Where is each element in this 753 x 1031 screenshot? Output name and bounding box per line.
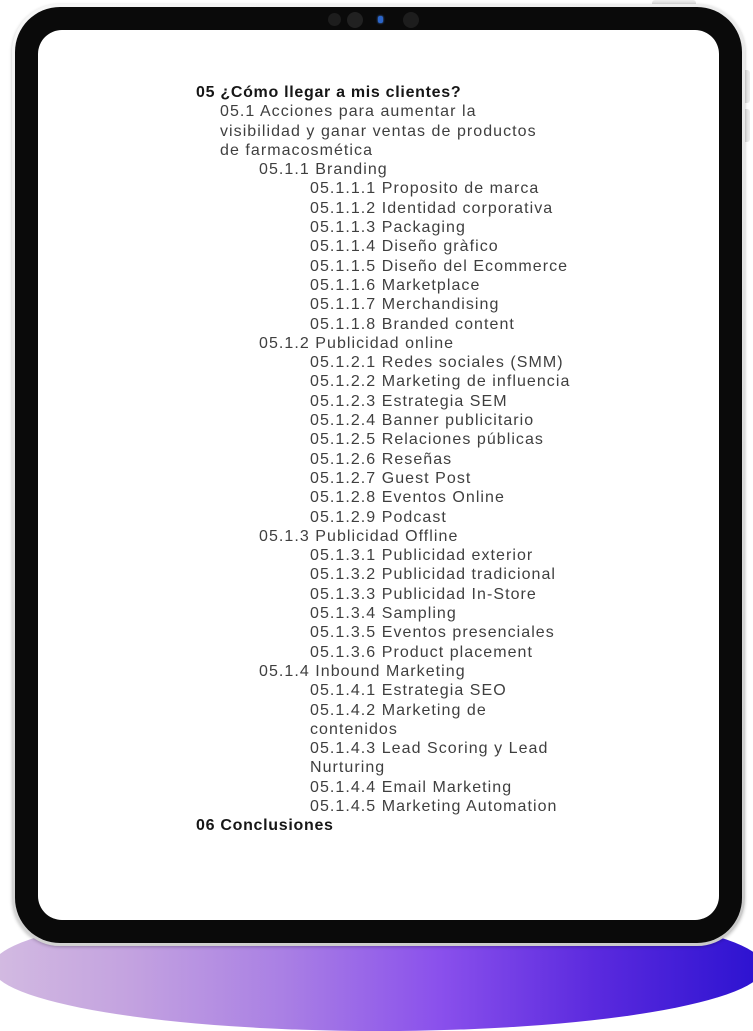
toc-item bbox=[196, 508, 570, 527]
toc-line: 05.1.1.6 Marketplace bbox=[310, 276, 481, 294]
toc-line: 05.1.2.3 Estrategia SEM bbox=[310, 392, 508, 410]
toc-item bbox=[196, 797, 570, 816]
toc-line: 05.1.2.4 Banner publicitario bbox=[310, 412, 535, 430]
toc-item bbox=[196, 469, 570, 488]
toc-item bbox=[196, 643, 570, 662]
toc-line: Nurturing bbox=[310, 759, 386, 777]
toc-line: 05.1.4.4 Email Marketing bbox=[310, 778, 513, 796]
toc-item bbox=[196, 237, 570, 256]
tablet-screen bbox=[38, 30, 719, 920]
toc-line: 05 ¿Cómo llegar a mis clientes? bbox=[196, 84, 462, 101]
toc-line: 05.1.4 Inbound Marketing bbox=[259, 662, 466, 680]
toc-line: 05.1.3.3 Publicidad In-Store bbox=[310, 585, 537, 603]
toc-item bbox=[196, 102, 570, 160]
toc-item bbox=[196, 701, 570, 740]
front-camera-icon bbox=[403, 12, 419, 28]
toc-line: 05.1.4.5 Marketing Automation bbox=[310, 797, 558, 815]
front-camera-icon bbox=[347, 12, 363, 28]
toc-item bbox=[196, 527, 570, 546]
toc-line: 05.1.2.8 Eventos Online bbox=[310, 489, 505, 507]
toc-line: 05.1.2 Publicidad online bbox=[259, 334, 455, 352]
toc-line: 05.1.1.5 Diseño del Ecommerce bbox=[310, 257, 569, 275]
toc-line: 05.1.4.3 Lead Scoring y Lead bbox=[310, 740, 549, 758]
toc-item bbox=[196, 565, 570, 584]
toc-line: 05.1.3.2 Publicidad tradicional bbox=[310, 566, 557, 584]
toc-item bbox=[196, 411, 570, 430]
toc-line: 05.1.4.2 Marketing de bbox=[310, 701, 487, 719]
toc-line: 05.1.1.3 Packaging bbox=[310, 219, 466, 237]
toc-line: 05.1 Acciones para aumentar la bbox=[220, 103, 477, 121]
toc-line: 05.1.3.1 Publicidad exterior bbox=[310, 547, 534, 565]
toc-line: 05.1.3 Publicidad Offline bbox=[259, 527, 459, 545]
toc-item bbox=[196, 816, 570, 835]
toc-line: 05.1.3.6 Product placement bbox=[310, 643, 533, 661]
toc-line: 06 Conclusiones bbox=[196, 817, 334, 835]
toc-line: 05.1.1.2 Identidad corporativa bbox=[310, 199, 554, 217]
toc-item bbox=[196, 218, 570, 237]
toc-item bbox=[196, 315, 570, 334]
toc-item bbox=[196, 199, 570, 218]
toc-item bbox=[196, 604, 570, 623]
toc-item bbox=[196, 778, 570, 797]
toc-item bbox=[196, 160, 570, 179]
toc-line: 05.1.1.1 Proposito de marca bbox=[310, 180, 540, 198]
toc-item bbox=[196, 662, 570, 681]
tablet-bezel bbox=[15, 7, 742, 943]
toc-item bbox=[196, 334, 570, 353]
toc-item bbox=[196, 257, 570, 276]
toc-item bbox=[196, 430, 570, 449]
tablet-device bbox=[12, 4, 745, 946]
toc-item bbox=[196, 295, 570, 314]
toc-item bbox=[196, 681, 570, 700]
toc-line: 05.1.1.8 Branded content bbox=[310, 315, 515, 333]
toc-line: visibilidad y ganar ventas de productos bbox=[220, 122, 537, 140]
toc-line: 05.1.3.4 Sampling bbox=[310, 605, 457, 623]
toc-item bbox=[196, 488, 570, 507]
toc-item bbox=[196, 372, 570, 391]
sensor-dot-icon bbox=[378, 16, 383, 23]
toc-list bbox=[196, 83, 570, 836]
toc-line: 05.1.1.4 Diseño gràfico bbox=[310, 238, 499, 256]
toc-line: 05.1.2.1 Redes sociales (SMM) bbox=[310, 354, 564, 372]
toc-line: 05.1.2.9 Podcast bbox=[310, 508, 447, 526]
toc-line: 05.1.3.5 Eventos presenciales bbox=[310, 624, 555, 642]
toc-line: 05.1.1.7 Merchandising bbox=[310, 296, 500, 314]
toc-item bbox=[196, 179, 570, 198]
toc-item bbox=[196, 585, 570, 604]
front-camera-icon bbox=[328, 13, 341, 26]
toc-line: 05.1.2.2 Marketing de influencia bbox=[310, 373, 571, 391]
toc-item bbox=[196, 450, 570, 469]
toc-item bbox=[196, 623, 570, 642]
toc-item bbox=[196, 392, 570, 411]
toc-line: 05.1.1 Branding bbox=[259, 161, 388, 179]
toc-line: 05.1.2.7 Guest Post bbox=[310, 469, 472, 487]
toc-item bbox=[196, 546, 570, 565]
toc-line: de farmacosmética bbox=[220, 141, 374, 159]
toc-line: 05.1.4.1 Estrategia SEO bbox=[310, 682, 507, 700]
toc-line: 05.1.2.5 Relaciones públicas bbox=[310, 431, 544, 449]
toc-line: 05.1.2.6 Reseñas bbox=[310, 450, 453, 468]
toc-item bbox=[196, 276, 570, 295]
toc-line: contenidos bbox=[310, 720, 398, 738]
toc-item bbox=[196, 353, 570, 372]
toc-item bbox=[196, 83, 570, 102]
toc-item bbox=[196, 739, 570, 778]
